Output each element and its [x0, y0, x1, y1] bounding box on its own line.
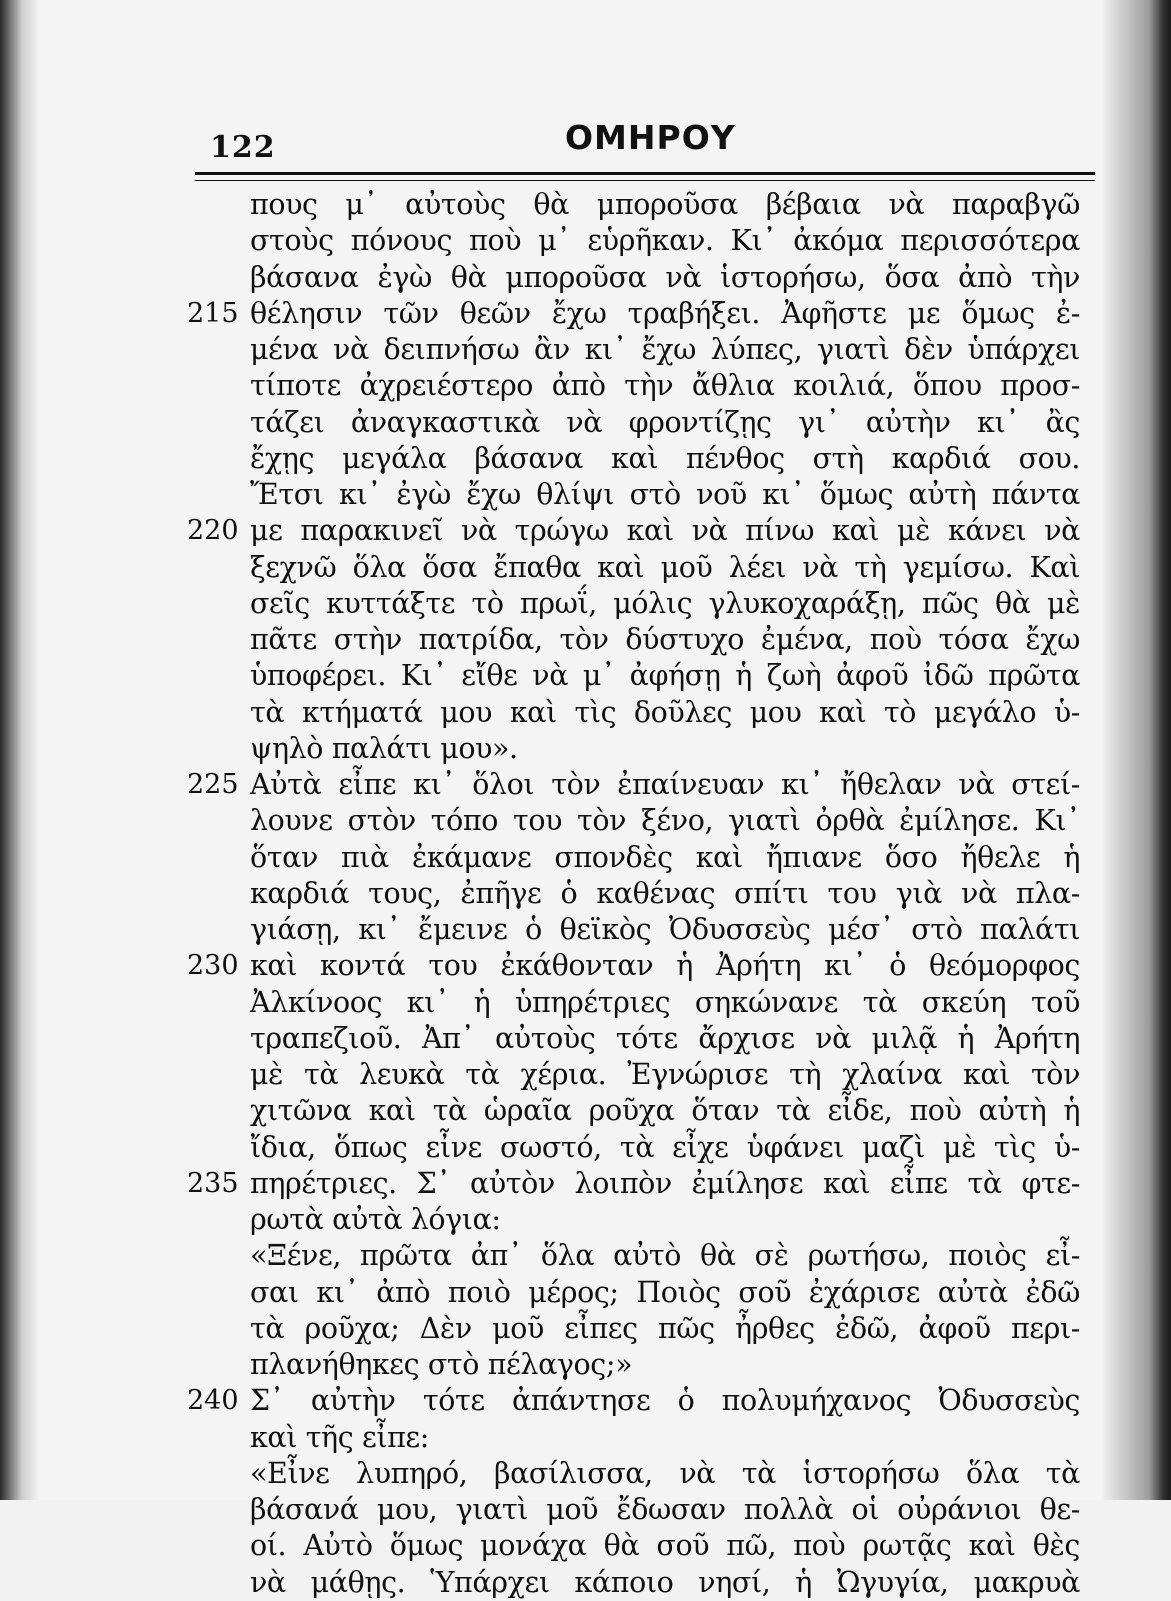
- line-text: σεῖς κυττάξτε τὸ πρωΐ, μόλις γλυκοχαράξῃ, πῶς θὰ μὲ: [250, 586, 1080, 620]
- text-line: [180, 622, 1100, 658]
- scan-edge-right: [1101, 0, 1171, 1500]
- text-line: [180, 1420, 1100, 1456]
- line-text: τὰ κτήματά μου καὶ τὶς δοῦλες μου καὶ τὸ μεγάλο ὑ-: [250, 695, 1080, 729]
- line-text: νὰ μάθῃς. Ὑπάρχει κάποιο νησί, ἡ Ὠγυγία, μακρυὰ: [250, 1565, 1080, 1599]
- text-line: [180, 985, 1100, 1021]
- line-text: ρωτὰ αὐτὰ λόγια:: [250, 1203, 501, 1236]
- line-text: πλανήθηκες στὸ πέλαγος;»: [250, 1348, 633, 1381]
- line-text: καὶ τῆς εἶπε:: [250, 1420, 429, 1454]
- line-text: γιάσῃ, κι᾽ ἔμεινε ὁ θεϊκὸς Ὀδυσσεὺς μέσ᾽ στὸ παλάτι: [250, 913, 1080, 946]
- line-text: στοὺς πόνους ποὺ μ᾽ εὑρῆκαν. Κι᾽ ἀκόμα περισσότερα: [250, 224, 1080, 258]
- line-number: 230: [187, 950, 239, 982]
- text-line: [180, 1492, 1100, 1528]
- text-line: [180, 1093, 1100, 1129]
- text-line: [180, 332, 1100, 368]
- line-text: ἔχῃς μεγάλα βάσανα καὶ πένθος στὴ καρδιά σου.: [250, 441, 1080, 475]
- line-number: 225: [187, 769, 239, 800]
- page-header: [210, 108, 1090, 168]
- line-text: Αὐτὰ εἶπε κι᾽ ὅλοι τὸν ἐπαίνευαν κι᾽ ἤθελαν νὰ στεί-: [250, 768, 1080, 801]
- text-line: [180, 840, 1100, 876]
- line-text: βάσανα ἐγὼ θὰ μποροῦσα νὰ ἱστορήσω, ὅσα ἀπὸ τὴν: [250, 260, 1080, 294]
- line-text: Ἀλκίνοος κι᾽ ἡ ὑπηρέτριες σηκώνανε τὰ σκεύη τοῦ: [250, 985, 1080, 1019]
- text-line: [180, 1347, 1100, 1383]
- line-text: καὶ κοντά του ἐκάθονταν ἡ Ἀρήτη κι᾽ ὁ θεόμορφος: [250, 949, 1080, 983]
- text-line: [180, 695, 1100, 731]
- line-text: πᾶτε στὴν πατρίδα, τὸν δύστυχο ἐμένα, ποὺ τόσα ἔχω: [250, 623, 1080, 656]
- text-line: [180, 767, 1100, 803]
- text-line: [180, 731, 1100, 767]
- text-line: [180, 550, 1100, 586]
- line-number: 235: [187, 1167, 239, 1199]
- text-line: [180, 187, 1100, 223]
- line-text: «Εἶνε λυπηρό, βασίλισσα, νὰ τὰ ἱστορήσω ὅλα τὰ: [250, 1456, 1080, 1490]
- text-line: [180, 368, 1100, 404]
- header-rule-thick: [195, 172, 1095, 175]
- line-text: σαι κι᾽ ἀπὸ ποιὸ μέρος; Ποιὸς σοῦ ἐχάρισε αὐτὰ ἐδῶ: [250, 1275, 1080, 1309]
- line-text: Σ᾽ αὐτὴν τότε ἀπάντησε ὁ πολυμήχανος Ὀδυσσεὺς: [250, 1384, 1080, 1418]
- line-text: τραπεζιοῦ. Ἀπ᾽ αὐτοὺς τότε ἄρχισε νὰ μιλᾷ ἡ Ἀρήτη: [250, 1021, 1080, 1055]
- line-text: καρδιά τους, ἐπῆγε ὁ καθένας σπίτι του γιὰ νὰ πλα-: [250, 876, 1080, 910]
- text-line: [180, 803, 1100, 839]
- line-text: με παρακινεῖ νὰ τρώγω καὶ νὰ πίνω καὶ μὲ κάνει νὰ: [250, 514, 1080, 548]
- line-text: Ἔτσι κι᾽ ἐγὼ ἔχω θλίψι στὸ νοῦ κι᾽ ὅμως αὐτὴ πάντα: [250, 478, 1080, 511]
- line-text: ὑποφέρει. Κι᾽ εἴθε νὰ μ᾽ ἀφήσῃ ἡ ζωὴ ἀφοῦ ἰδῶ πρῶτα: [250, 659, 1080, 693]
- text-line: [180, 948, 1100, 984]
- line-text: ἴδια, ὅπως εἶνε σωστό, τὰ εἶχε ὑφάνει μαζὶ μὲ τὶς ὑ-: [250, 1130, 1080, 1164]
- text-line: [180, 1021, 1100, 1057]
- line-text: μὲ τὰ λευκὰ τὰ χέρια. Ἐγνώρισε τὴ χλαίνα καὶ τὸν: [250, 1058, 1080, 1091]
- text-line: [180, 658, 1100, 694]
- line-text: ξεχνῶ ὅλα ὅσα ἔπαθα καὶ μοῦ λέει νὰ τὴ γεμίσω. Καὶ: [250, 550, 1080, 584]
- text-line: [180, 223, 1100, 259]
- text-line: [180, 876, 1100, 912]
- text-line: [180, 405, 1100, 441]
- line-text: λουνε στὸν τόπο του τὸν ξένο, γιατὶ ὀρθὰ ἐμίλησε. Κι᾽: [250, 804, 1080, 838]
- line-text: μένα νὰ δειπνήσω ἂν κι᾽ ἔχω λύπες, γιατὶ δὲν ὑπάρχει: [250, 333, 1080, 366]
- text-line: [180, 260, 1100, 296]
- text-line: [180, 1130, 1100, 1166]
- text-line: [180, 1565, 1100, 1601]
- text-line: [180, 1166, 1100, 1202]
- line-text: τίποτε ἀχρειέστερο ἀπὸ τὴν ἄθλια κοιλιά, ὅπου προσ-: [250, 369, 1080, 403]
- text-line: [180, 513, 1100, 549]
- text-line: [180, 912, 1100, 948]
- text-line: [180, 1238, 1100, 1274]
- text-line: [180, 296, 1100, 332]
- scan-edge-left: [0, 0, 40, 1500]
- text-line: [180, 1528, 1100, 1564]
- line-text: χιτῶνα καὶ τὰ ὡραῖα ροῦχα ὅταν τὰ εἶδε, ποὺ αὐτὴ ἡ: [250, 1094, 1080, 1128]
- text-line: [180, 1202, 1100, 1238]
- line-text: ψηλὸ παλάτι μου».: [250, 731, 518, 765]
- running-title: ΟΜΗΡΟΥ: [565, 118, 736, 157]
- line-text: «Ξένε, πρῶτα ἀπ᾽ ὅλα αὐτὸ θὰ σὲ ρωτήσω, ποιὸς εἶ-: [250, 1239, 1080, 1273]
- text-line: [180, 477, 1100, 513]
- line-number: 215: [187, 297, 239, 329]
- line-text: βάσανά μου, γιατὶ μοῦ ἔδωσαν πολλὰ οἱ οὐράνιοι θε-: [250, 1493, 1080, 1526]
- line-number: 220: [187, 515, 239, 547]
- line-text: ὅταν πιὰ ἐκάμανε σπονδὲς καὶ ἤπιανε ὅσο ἤθελε ἡ: [250, 840, 1080, 874]
- line-text: οί. Αὐτὸ ὅμως μονάχα θὰ σοῦ πῶ, ποὺ ρωτᾷς καὶ θὲς: [250, 1529, 1080, 1563]
- body-text: [180, 187, 1100, 1601]
- text-line: [180, 1383, 1100, 1419]
- text-line: [180, 1275, 1100, 1311]
- line-text: θέλησιν τῶν θεῶν ἔχω τραβήξει. Ἀφῆστε με ὅμως ἐ-: [250, 296, 1080, 330]
- text-line: [180, 441, 1100, 477]
- line-text: πους μ᾽ αὐτοὺς θὰ μποροῦσα βέβαια νὰ παραβγῶ: [250, 188, 1080, 221]
- header-rule-thin: [195, 180, 1095, 181]
- line-text: πηρέτριες. Σ᾽ αὐτὸν λοιπὸν ἐμίλησε καὶ εἶπε τὰ φτε-: [250, 1166, 1080, 1200]
- line-text: τὰ ροῦχα; Δὲν μοῦ εἶπες πῶς ἦρθες ἐδῶ, ἀφοῦ περι-: [250, 1311, 1080, 1345]
- line-text: τάζει ἀναγκαστικὰ νὰ φροντίζῃς γι᾽ αὐτὴν κι᾽ ἂς: [250, 405, 1080, 439]
- text-line: [180, 586, 1100, 622]
- text-line: [180, 1456, 1100, 1492]
- page-number: 122: [210, 130, 276, 165]
- text-line: [180, 1057, 1100, 1093]
- line-number: 240: [187, 1385, 239, 1417]
- text-line: [180, 1311, 1100, 1347]
